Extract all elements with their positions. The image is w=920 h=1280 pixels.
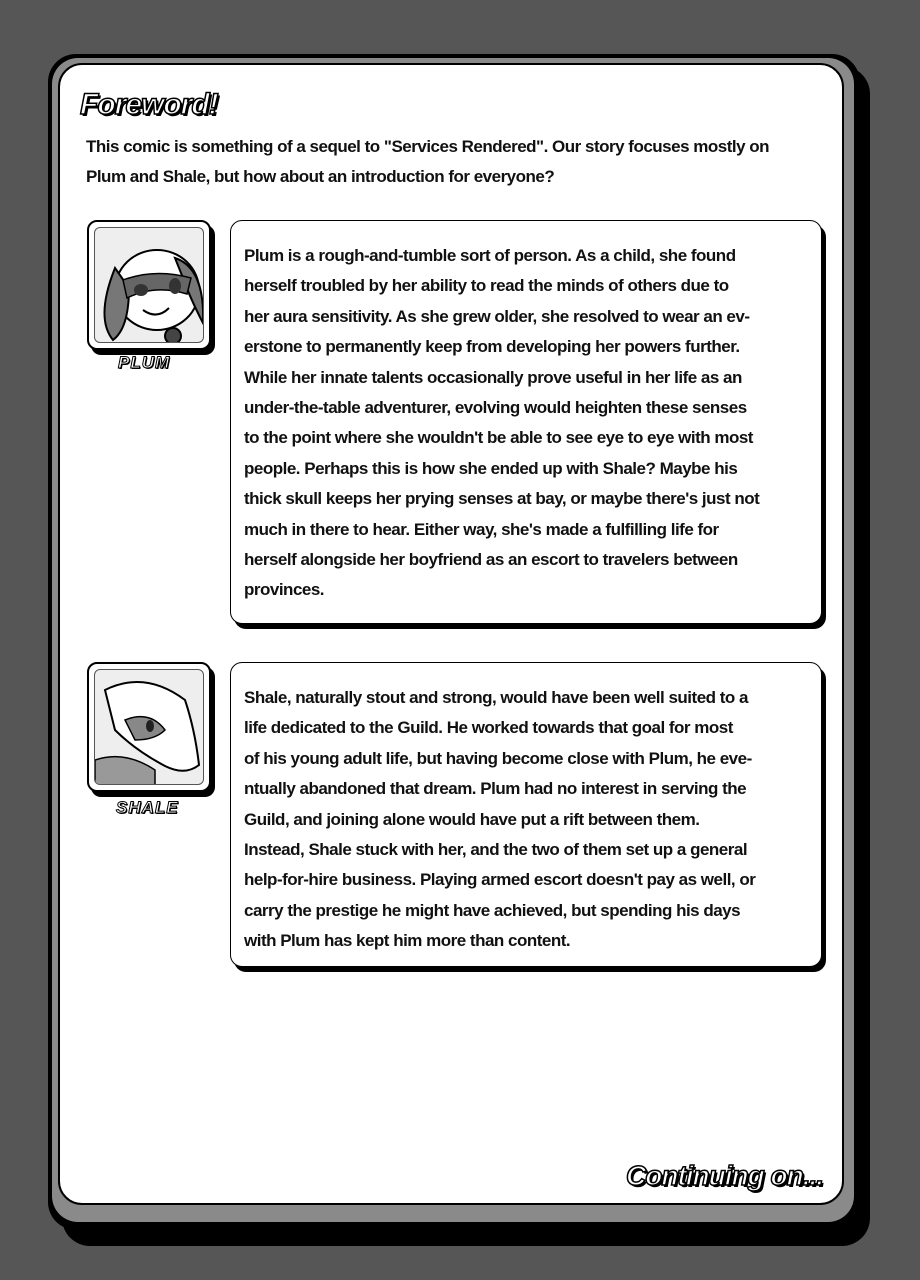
bio-line: carry the prestige he might have achieved, but spending his days (244, 900, 741, 920)
bio-line: people. Perhaps this is how she ended up with Shale? Maybe his (244, 458, 738, 478)
bio-line: Shale, naturally stout and strong, would have been well suited to a (244, 688, 748, 707)
bio-line: her aura sensitivity. As she grew older, she resolved to wear an ev- (244, 306, 750, 326)
intro-line: This comic is something of a sequel to "Services Rendered". Our story focuses mostly on (86, 137, 770, 156)
intro-text (86, 132, 846, 192)
shale-bio-box (230, 662, 822, 967)
bio-line: Guild, and joining alone would have put a rift between them. (244, 809, 700, 829)
continuing-caption: Continuing on... (626, 1160, 824, 1191)
bio-line: provinces. (244, 580, 325, 600)
plum-name-label: PLUM (118, 353, 171, 372)
bio-line: Plum is a rough-and-tumble sort of person. As a child, she found (244, 246, 736, 265)
bio-line: under-the-table adventurer, evolving would heighten these senses (244, 398, 747, 418)
bio-line: to the point where she wouldn't be able to see eye to eye with most (244, 428, 753, 448)
bio-line: While her innate talents occasionally prove useful in her life as an (244, 367, 742, 387)
bio-line: ntually abandoned that dream. Plum had no interest in serving the (244, 779, 747, 799)
bio-line: erstone to permanently keep from developing her powers further. (244, 337, 740, 357)
page-title: Foreword! (80, 88, 218, 121)
bio-line: of his young adult life, but having become close with Plum, he eve- (244, 748, 752, 768)
plum-bio-box (230, 220, 822, 624)
bio-line: herself alongside her boyfriend as an escort to travelers between (244, 550, 738, 570)
plum-portrait (87, 220, 211, 350)
shale-name-label: SHALE (116, 798, 179, 817)
intro-line: Plum and Shale, but how about an introduction for everyone? (86, 167, 555, 186)
bio-line: help-for-hire business. Playing armed escort doesn't pay as well, or (244, 870, 756, 890)
bio-line: with Plum has kept him more than content. (244, 931, 571, 951)
bio-line: herself troubled by her ability to read the minds of others due to (244, 276, 729, 296)
bio-line: Instead, Shale stuck with her, and the two of them set up a general (244, 840, 748, 860)
shale-portrait (87, 662, 211, 792)
bio-line: much in there to hear. Either way, she's made a fulfilling life for (244, 519, 719, 539)
bio-line: thick skull keeps her prying senses at bay, or maybe there's just not (244, 489, 760, 509)
bio-line: life dedicated to the Guild. He worked towards that goal for most (244, 718, 733, 738)
plum-character-icon (95, 228, 204, 343)
shale-character-icon (95, 670, 204, 785)
